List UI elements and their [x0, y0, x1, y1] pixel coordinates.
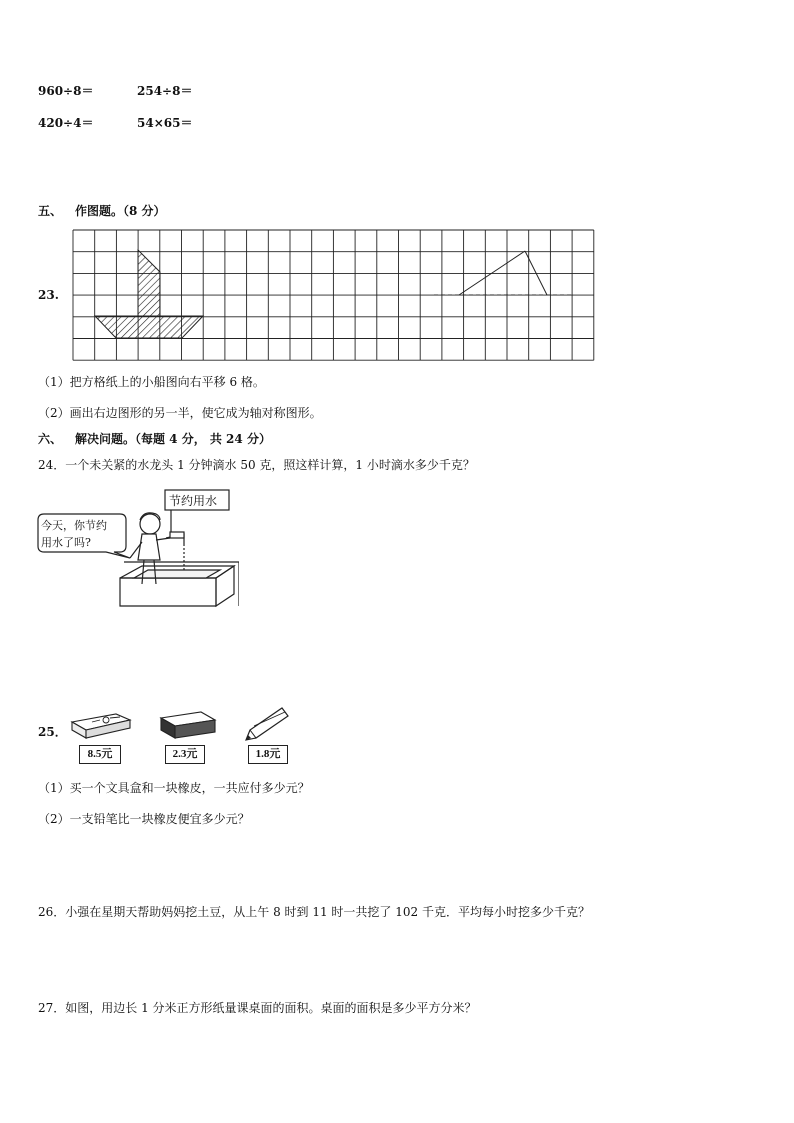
q26-text: 26．小强在星期天帮助妈妈挖土豆，从上午 8 时到 11 时一共挖了 102 千克．平均每小时挖多少千克？: [38, 905, 590, 919]
price-tag-pencil-case: [79, 745, 121, 764]
section5-title: 作图题。（8 分）: [75, 204, 166, 218]
q23-instruction-1: （1）把方格纸上的小船图向右平移 6 格。: [38, 375, 265, 389]
calc-420: 420÷4＝: [38, 116, 94, 130]
section6-number: 六、: [38, 432, 63, 446]
speech-bubble-line-1: 今天，你节约: [41, 519, 107, 532]
q24-text: 24．一个未关紧的水龙头 1 分钟滴水 50 克，照这样计算，1 小时滴水多少千克？: [38, 458, 475, 472]
q25-sub-2: （2）一支铅笔比一块橡皮便宜多少元？: [38, 812, 250, 826]
q25-sub-1: （1）买一个文具盒和一块橡皮，一共应付多少元？: [38, 781, 310, 795]
price-eraser: 2.3元: [172, 748, 198, 760]
price-tag-pencil: [248, 745, 288, 764]
price-pencil-case: 8.5元: [87, 748, 113, 760]
q23-grid-figure: [70, 226, 610, 366]
pencil-icon: [240, 704, 292, 744]
q27-text: 27．如图，用边长 1 分米正方形纸量课桌面的面积。桌面的面积是多少平方分米？: [38, 1001, 477, 1015]
calc-54: 54×65＝: [137, 116, 193, 130]
water-saving-illustration: [34, 488, 239, 623]
calc-960: 960÷8＝: [38, 84, 94, 98]
speech-bubble-line-2: 用水了吗?: [41, 536, 91, 549]
q23-instruction-2: （2）画出右边图形的另一半，使它成为轴对称图形。: [38, 406, 322, 420]
price-tag-eraser: [165, 745, 205, 764]
eraser-icon: [157, 708, 217, 742]
q23-number: 23.: [38, 288, 59, 302]
section5-number: 五、: [38, 204, 63, 218]
sign-text: 节约用水: [169, 494, 218, 508]
price-pencil: 1.8元: [255, 748, 281, 760]
calc-254: 254÷8＝: [137, 84, 193, 98]
q25-number: 25．: [38, 725, 67, 739]
section6-title: 解决问题。（每题 4 分， 共 24 分）: [75, 432, 271, 446]
pencil-case-icon: [70, 708, 132, 740]
boat-shape: [95, 250, 203, 338]
